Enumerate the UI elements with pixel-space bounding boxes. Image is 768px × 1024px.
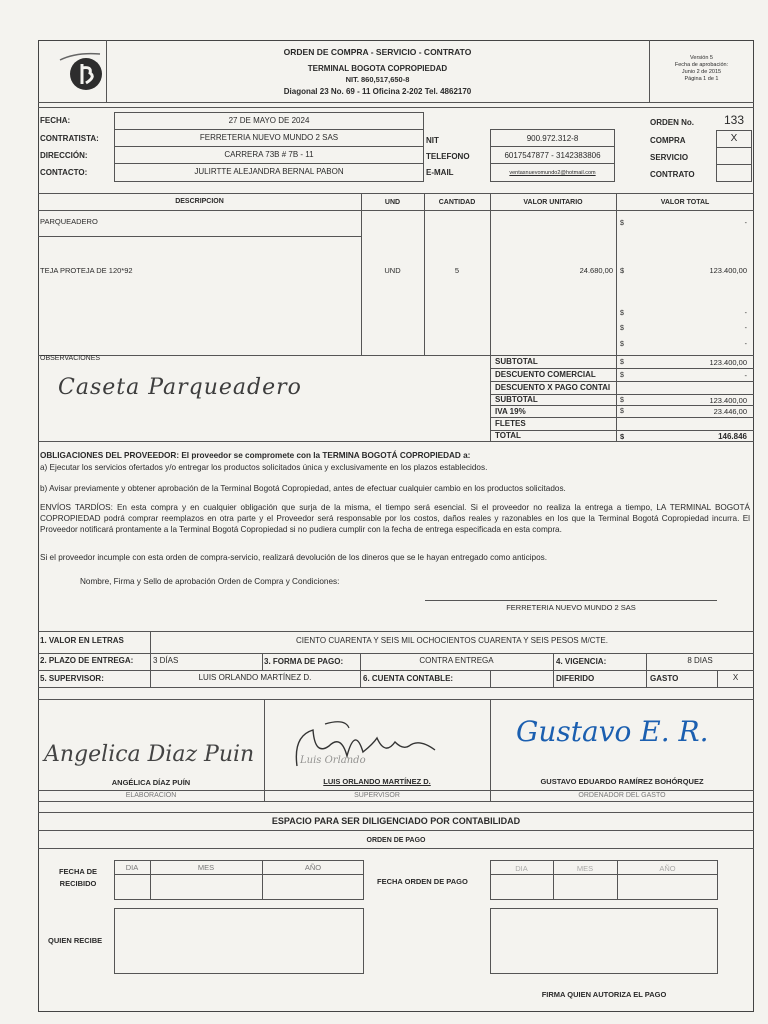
iva-value: 23.446,00 (713, 407, 747, 416)
firma-aprobacion-label: Nombre, Firma y Sello de aprobación Orden de Compra y Condiciones: (80, 577, 340, 586)
orden-dia: DIA (515, 864, 528, 873)
orden-ano: AÑO (659, 864, 676, 873)
orden-label: ORDEN No. (650, 118, 694, 127)
contrato-label: CONTRATO (650, 170, 695, 179)
subtotal2-value: 123.400,00 (709, 396, 747, 405)
subtotal-value: 123.400,00 (709, 358, 747, 367)
currency-5: $ (620, 341, 624, 348)
dash-4: - (744, 325, 747, 332)
incumplimiento: Si el proveedor incumple con esta orden de compra-servicio, realizará devolución de los dineros que se le hayan entregado como anticipos. (40, 553, 548, 562)
dash-5: - (744, 341, 747, 348)
page-number: Página 1 de 1 (684, 76, 719, 82)
quien-recibe-label: QUIEN RECIBE (48, 936, 103, 945)
currency-4: $ (620, 325, 624, 332)
envios-tardios: ENVÍOS TARDÍOS: En esta compra y en cualquier obligación que surja de la misma, el tiempo será esencial. Si el proveedor no realiza la entrega a tiempo, LA TERMINAL BOGOTÁ COPROPIEDAD podrá comprar reemplazos en otra parte y el Proveedor será responsable por los costos, daños reales y razonables en los que la Terminal Bogotá Copropiedad incurra. El Proveedor notificará prontamente a la Terminal Bogotá Copropiedad si no pudiera cumplir con la fecha de entrega especificada en esta compra. (40, 503, 750, 534)
vigencia-value: 8 DIAS (687, 656, 713, 665)
signer-1-name: ANGÉLICA DÍAZ PUÍN (111, 778, 191, 787)
contacto-label: CONTACTO: (40, 168, 88, 177)
currency-2: $ (620, 266, 625, 275)
col-valor-unitario: VALOR UNITARIO (523, 199, 583, 206)
contacto-value: JULIRTTE ALEJANDRA BERNAL PABON (194, 167, 344, 176)
company-nit: NIT. 860,517,650-8 (345, 75, 410, 84)
fecha-value: 27 DE MAYO DE 2024 (228, 116, 310, 125)
telefono-value: 6017547877 - 3142383806 (504, 151, 601, 160)
dash-1: - (744, 220, 747, 227)
observaciones-handwritten: Caseta Parqueadero (58, 375, 302, 400)
cuenta-label: 6. CUENTA CONTABLE: (363, 674, 454, 683)
fecha-orden-pago-label: FECHA ORDEN DE PAGO (377, 877, 468, 886)
vigencia-label: 4. VIGENCIA: (556, 657, 607, 666)
item-desc-2: TEJA PROTEJA DE 120*92 (40, 266, 133, 275)
item-cantidad-2: 5 (454, 266, 460, 275)
contabilidad-title: ESPACIO PARA SER DILIGENCIADO POR CONTABILIDAD (271, 816, 521, 826)
col-descripcion: DESCRIPCION (175, 198, 224, 205)
total-value: 146.846 (718, 432, 747, 441)
desc-comercial-value: - (744, 371, 747, 380)
subtotal-label: SUBTOTAL (495, 357, 538, 366)
version: Versión 5 (690, 55, 713, 61)
valor-letras-label: 1. VALOR EN LETRAS (40, 636, 124, 645)
item-desc-1: PARQUEADERO (40, 217, 98, 226)
recibido-mes: MES (197, 863, 215, 872)
iva-label: IVA 19% (495, 407, 526, 416)
signer-2-name: LUIS ORLANDO MARTÍNEZ D. (323, 777, 431, 786)
obligacion-b: b) Avisar previamente y obtener aprobación de la Terminal Bogotá Copropiedad, antes de efectuar cualquier cambio en los productos solicitados. (40, 484, 566, 493)
currency-3: $ (620, 310, 624, 317)
approval-label: Fecha de aprobación: (674, 62, 729, 68)
contratista-label: CONTRATISTA: (40, 134, 99, 143)
currency-subtotal: $ (620, 359, 624, 366)
email-label: E-MAIL (426, 168, 454, 177)
direccion-label: DIRECCIÓN: (40, 151, 88, 160)
signature-2-scribble (285, 716, 455, 776)
dash-3: - (744, 310, 747, 317)
valor-letras-value: CIENTO CUARENTA Y SEIS MIL OCHOCIENTOS CUARENTA Y SEIS PESOS M/CTE. (296, 636, 608, 645)
item-unit-2: 24.680,00 (579, 266, 613, 275)
contratista-value: FERRETERIA NUEVO MUNDO 2 SAS (199, 133, 339, 142)
nit-value: 900.972.312-8 (526, 134, 579, 143)
currency-desc: $ (620, 372, 624, 379)
forma-pago-label: 3. FORMA DE PAGO: (264, 657, 344, 666)
approval-date: Junio 2 de 2015 (681, 69, 722, 75)
quien-recibe-box[interactable] (114, 908, 364, 974)
currency-subtotal2: $ (620, 397, 624, 404)
signer-3-name: GUSTAVO EDUARDO RAMÍREZ BOHÓRQUEZ (540, 777, 704, 786)
col-valor-total: VALOR TOTAL (660, 199, 710, 206)
gasto-label: GASTO (650, 674, 679, 683)
supervisor-value: LUIS ORLANDO MARTÍNEZ D. (198, 673, 312, 682)
signature-3: Gustavo E. R. (516, 715, 709, 748)
nit-label: NIT (426, 136, 439, 145)
compra-checkbox[interactable]: X (730, 133, 738, 144)
recibido-ano: AÑO (304, 863, 322, 872)
email-value: ventasnuevomundo2@hotmail.com (509, 170, 596, 176)
orden-pago-label: ORDEN DE PAGO (366, 837, 426, 844)
orden-mes: MES (576, 864, 594, 873)
forma-pago-value: CONTRA ENTREGA (419, 656, 494, 665)
desc-pago-label: DESCUENTO X PAGO CONTAI (495, 383, 611, 392)
supervisor-label: 5. SUPERVISOR: (40, 674, 104, 683)
currency-iva: $ (620, 408, 624, 415)
diferido-label: DIFERIDO (556, 674, 595, 683)
signer-2-role: SUPERVISOR (354, 792, 400, 799)
signer-3-role: ORDENADOR DEL GASTO (578, 792, 666, 799)
company-name: TERMINAL BOGOTA COPROPIEDAD (307, 64, 448, 73)
col-cantidad: CANTIDAD (438, 199, 476, 206)
compra-label: COMPRA (650, 136, 686, 145)
desc-comercial-label: DESCUENTO COMERCIAL (495, 370, 596, 379)
obligaciones-intro: OBLIGACIONES DEL PROVEEDOR: El proveedor se compromete con la TERMINA BOGOTÁ COPROPIEDAD a: (40, 451, 471, 460)
firma-autoriza-label: FIRMA QUIEN AUTORIZA EL PAGO (541, 990, 667, 999)
recibido-dia: DIA (125, 863, 139, 872)
direccion-value: CARRERA 73B # 7B - 11 (224, 150, 314, 159)
item-total-2: 123.400,00 (709, 266, 747, 275)
obligacion-a: a) Ejecutar los servicios ofertados y/o entregar los productos solicitados única y exclusivamente en los plazos establecidos. (40, 463, 488, 472)
signer-1-role: ELABORACIÓN (125, 792, 177, 799)
observaciones-label: OBSERVACIONES (40, 355, 101, 362)
signature-2: Luis Orlando (300, 755, 366, 766)
currency-1: $ (620, 220, 624, 227)
firma-autoriza-box[interactable] (490, 908, 718, 974)
currency-total: $ (620, 432, 625, 441)
company-address: Diagonal 23 No. 69 - 11 Oficina 2-202 Tel. 4862170 (283, 87, 472, 96)
servicio-label: SERVICIO (650, 153, 689, 162)
fecha-label: FECHA: (40, 116, 71, 125)
col-und: UND (384, 199, 401, 206)
firma-aprobacion-name: FERRETERIA NUEVO MUNDO 2 SAS (506, 603, 636, 612)
fecha-recibido-label: FECHA DE RECIBIDO (58, 867, 98, 888)
item-und-2: UND (384, 266, 401, 275)
signature-1: Angelica Diaz Puin (44, 742, 255, 767)
total-label: TOTAL (495, 431, 521, 440)
subtotal2-label: SUBTOTAL (495, 395, 538, 404)
doc-type-title: ORDEN DE COMPRA - SERVICIO - CONTRATO (283, 47, 472, 57)
plazo-label: 2. PLAZO DE ENTREGA: (40, 656, 134, 665)
gasto-checkbox[interactable]: X (732, 673, 739, 682)
orden-number: 133 (723, 113, 745, 127)
telefono-label: TELEFONO (426, 152, 470, 161)
plazo-value: 3 DÍAS (153, 656, 179, 665)
fletes-label: FLETES (495, 419, 526, 428)
